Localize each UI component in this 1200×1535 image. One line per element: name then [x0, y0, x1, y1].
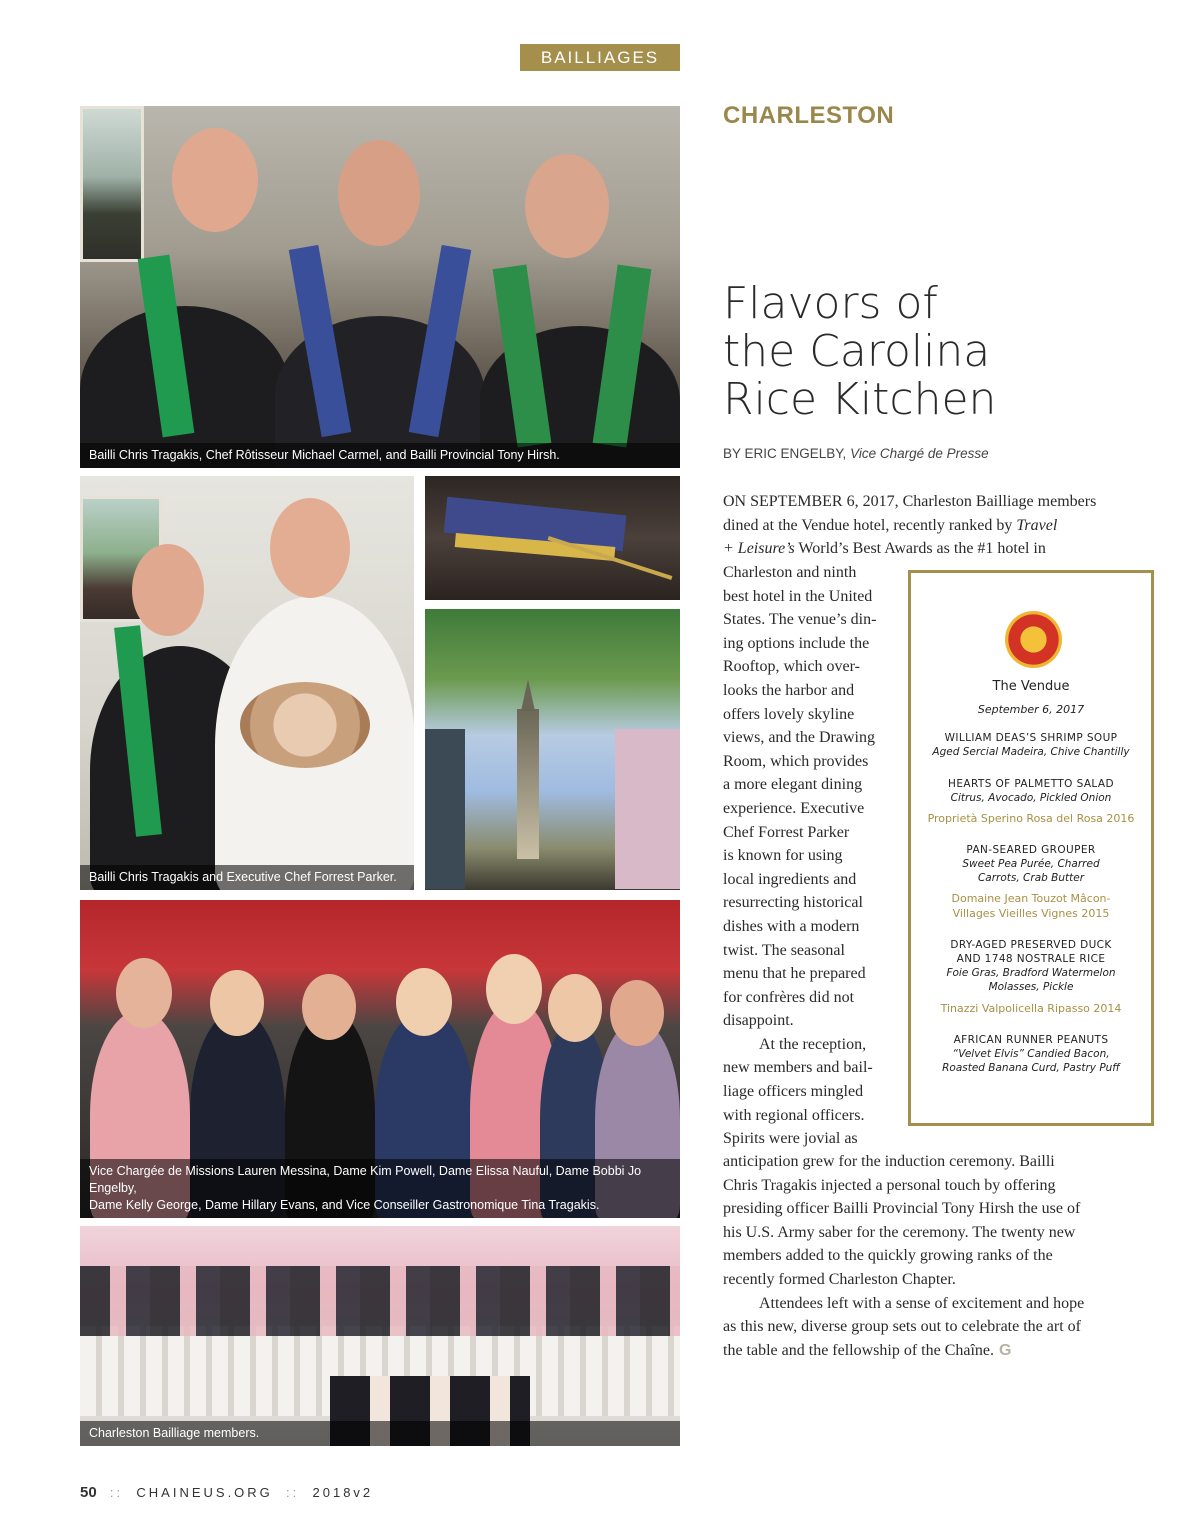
body-line: as this new, diverse group sets out to celebrate the art of: [723, 1318, 1081, 1336]
body-line: with regional officers.: [723, 1106, 865, 1124]
balcony-building: [425, 729, 465, 889]
footer-site: CHAINEUS.ORG: [136, 1485, 273, 1500]
body-line: recently formed Charleston Chapter.: [723, 1270, 956, 1288]
photo-ribbons-and-saber: [425, 476, 680, 600]
article-narrow-column: [723, 561, 903, 1151]
body-line: for confrères did not: [723, 988, 855, 1006]
body-line: the table and the fellowship of the Chaîne. G: [723, 1341, 1012, 1359]
steeple: [517, 709, 539, 859]
menu-course: PAN-SEARED GROUPER Sweet Pea Purée, Charred Carrots, Crab Butter: [962, 844, 1100, 884]
person-head: [210, 970, 264, 1036]
body-line: Attendees left with a sense of excitement and hope: [759, 1294, 1085, 1312]
photo-chef-award: [80, 476, 414, 890]
person-head: [132, 544, 204, 636]
body-line: experience. Executive: [723, 799, 865, 817]
caption-line: Dame Kelly George, Dame Hillary Evans, and Vice Conseiller Gastronomique Tina Tragakis.: [89, 1198, 600, 1212]
person-head: [172, 128, 258, 232]
end-mark-logo: G: [999, 1341, 1012, 1359]
body-line: States. The venue’s din-: [723, 611, 877, 629]
menu-course: DRY-AGED PRESERVED DUCK AND 1748 NOSTRALE RICE Foie Gras, Bradford Watermelon Molasses, Pickle: [946, 939, 1116, 993]
body-line: members added to the quickly growing ranks of the: [723, 1247, 1053, 1265]
body-line: Chef Forrest Parker: [723, 823, 850, 841]
pink-building: [615, 729, 680, 889]
body-line: + Leisure’s World’s Best Awards as the #1 hotel in: [723, 540, 1046, 558]
body-line: Spirits were jovial as: [723, 1130, 858, 1148]
body-line: twist. The seasonal: [723, 941, 845, 959]
footer-separator: ::: [286, 1485, 300, 1500]
body-line: his U.S. Army saber for the ceremony. The twenty new: [723, 1223, 1076, 1241]
article-headline: [723, 280, 1143, 424]
page-footer: [80, 1484, 373, 1501]
photo-bailliage-members: [80, 1226, 680, 1446]
photo-caption: Charleston Bailliage members.: [80, 1421, 680, 1446]
person-head: [486, 954, 542, 1024]
body-line: a more elegant dining: [723, 776, 863, 794]
person-head: [302, 974, 356, 1040]
award-plate: [240, 682, 370, 768]
body-line: best hotel in the United: [723, 587, 873, 605]
body-line: disappoint.: [723, 1012, 794, 1030]
body-line: anticipation grew for the induction ceremony. Bailli: [723, 1153, 1055, 1170]
section-tag: BAILLIAGES: [520, 44, 680, 71]
article-intro: [723, 490, 1123, 561]
photo-three-officers: [80, 106, 680, 468]
person-head: [338, 140, 420, 246]
menu-course: WILLIAM DEAS’S SHRIMP SOUP Aged Sercial Madeira, Chive Chantilly: [932, 732, 1130, 758]
person-head: [525, 154, 609, 258]
body-line: ON SEPTEMBER 6, 2017, Charleston Bailliage members: [723, 493, 1097, 510]
headline-line: Flavors of: [723, 278, 938, 329]
person-head: [610, 980, 664, 1046]
person-head: [270, 498, 350, 598]
person-head: [548, 974, 602, 1042]
wall-painting: [80, 106, 144, 262]
menu-course: HEARTS OF PALMETTO SALAD Citrus, Avocado, Pickled Onion: [948, 778, 1114, 804]
spire: [521, 679, 535, 711]
headline-line: Rice Kitchen: [723, 374, 997, 425]
body-line: dined at the Vendue hotel, recently ranked by Travel: [723, 516, 1058, 534]
byline: [723, 446, 989, 461]
body-line: is known for using: [723, 847, 843, 865]
members-row: [80, 1266, 680, 1336]
body-line: Rooftop, which over-: [723, 658, 860, 676]
menu-wine: Domaine Jean Touzot Mâcon- Villages Vieilles Vignes 2015: [951, 892, 1111, 920]
menu-date: September 6, 2017: [977, 703, 1085, 716]
footer-issue: 2018v2: [312, 1485, 374, 1500]
body-line: Charleston and ninth: [723, 564, 857, 581]
body-line: views, and the Drawing: [723, 729, 875, 747]
byline-role: Vice Chargé de Presse: [850, 446, 989, 461]
body-line: liage officers mingled: [723, 1083, 864, 1101]
menu-course: AFRICAN RUNNER PEANUTS “Velvet Elvis” Candied Bacon, Roasted Banana Curd, Pastry Puff: [942, 1034, 1120, 1074]
headline-line: the Carolina: [723, 326, 991, 377]
body-line: presiding officer Bailli Provincial Tony Hirsh the use of: [723, 1200, 1081, 1218]
photo-church-steeple: [425, 609, 680, 890]
photo-caption: Bailli Chris Tragakis and Executive Chef Forrest Parker.: [80, 865, 414, 890]
chaine-seal-logo: [1005, 611, 1062, 668]
section-kicker: CHARLESTON: [723, 102, 895, 129]
body-line: ing options include the: [723, 634, 870, 652]
caption-line: Vice Chargée de Missions Lauren Messina, Dame Kim Powell, Dame Elissa Nauful, Dame Bobbi Jo Engelby,: [89, 1164, 642, 1195]
page-number: 50: [80, 1484, 97, 1501]
body-line: resurrecting historical: [723, 894, 863, 912]
photo-dames-group: [80, 900, 680, 1218]
body-line: new members and bail-: [723, 1059, 873, 1077]
body-line: Chris Tragakis injected a personal touch by offering: [723, 1176, 1056, 1194]
body-line: dishes with a modern: [723, 917, 860, 935]
photo-caption: Bailli Chris Tragakis, Chef Rôtisseur Michael Carmel, and Bailli Provincial Tony Hirsh.: [80, 443, 680, 468]
body-line: At the reception,: [759, 1035, 867, 1053]
body-line: looks the harbor and: [723, 681, 855, 699]
body-line: menu that he prepared: [723, 965, 866, 983]
body-line: Room, which provides: [723, 752, 869, 770]
menu-venue: The Vendue: [992, 679, 1070, 694]
body-line: local ingredients and: [723, 870, 857, 888]
article-wide-column: [723, 1150, 1123, 1362]
person-head: [116, 958, 172, 1028]
menu-wine: Proprietà Sperino Rosa del Rosa 2016: [927, 812, 1135, 825]
person-head: [396, 968, 452, 1036]
menu-wine: Tinazzi Valpolicella Ripasso 2014: [940, 1002, 1122, 1015]
byline-author: BY ERIC ENGELBY,: [723, 446, 851, 461]
footer-separator: ::: [109, 1485, 124, 1500]
photo-caption: [80, 1159, 680, 1218]
menu-card: [908, 570, 1154, 1126]
body-line: offers lovely skyline: [723, 705, 855, 723]
